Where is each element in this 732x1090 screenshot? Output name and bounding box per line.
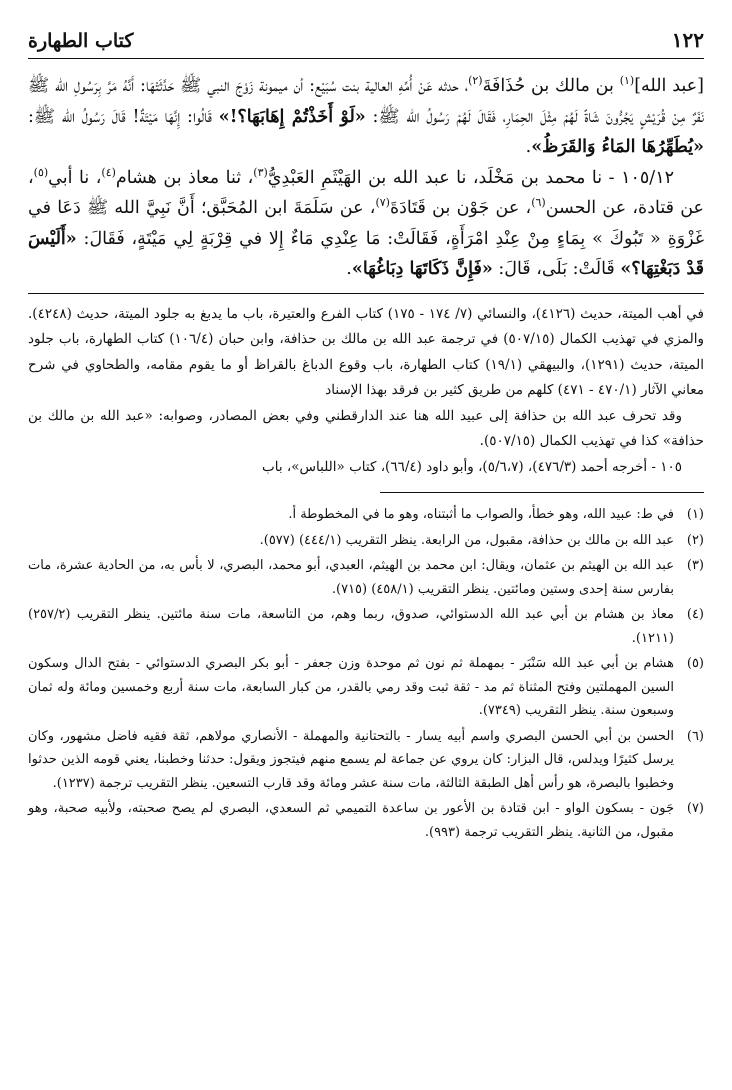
prophetic-quote: «يُطَهِّرُهَا المَاءُ وَالقَرَظُ» bbox=[531, 137, 704, 157]
text-segment: ، ثنا معاذ بن هشام bbox=[115, 167, 254, 188]
commentary-paragraph: في أهب الميتة، حديث (٤١٢٦)، والنسائي (٧/ ١٧٤ - ١٧٥) كتاب الفرع والعتيرة، باب ما يدبغ به جلود الميتة، حديث (٤٢٤٨). والمزي في تهذيب الكمال (٥٠٧/١٥) في ترجمة عبد الله بن مالك بن حذافة، وابن حبان (١٠٦/٤) كتاب الطهارة، باب جلود الميتة، حديث (١٢٩١)، والبيهقي (١٩/١) كتاب الطهارة، باب وقوع الدباغ بالقراظ أو ما يقوم مقامه، والطحاوي في شرح معاني الآثار (٤٧٠/١ - ٤٧١) كلهم من طريق كثير بن فرقد بهذا الإسناد bbox=[28, 305, 704, 398]
footnote-text: جَون - بسكون الواو - ابن قتادة بن الأعور بن ساعدة التميمي ثم السعدي، البصري لم يصح صحبته، ولأبيه صحبة، وهو مقبول، من الثانية. ينظر التقريب ترجمة (٩٩٣). bbox=[28, 801, 675, 840]
footnote-text: هشام بن أبي عبد الله سَنْبَر - بمهملة ثم نون ثم موحدة وزن جعفر - أبو بكر البصري الدستوائي - بفتح الدال وسكون السين المهملتين وفتح المثناة ثم مد - ثقة ثبت وقد رمي بالقدر، من كبار السابعة، مات سنة أربع وخمسين ومائة وله ثمان وسبعون سنة. ينظر التقريب (٧٣٤٩). bbox=[28, 656, 674, 718]
prophetic-quote: «أَلَيْسَ قَدْ دَبَغْتِهَا؟» bbox=[28, 228, 704, 279]
footnote-number: (١) bbox=[686, 507, 704, 522]
footnote-number: (٣) bbox=[686, 558, 704, 573]
main-text bbox=[28, 71, 704, 285]
text-segment: ، عن سَلَمَةَ ابن المُحَبَّق؛ أَنَّ نَبِيَّ الله ﷺ دَعَا في غَزْوَةِ « تَبُوكَ » بِمَاءٍ مِنْ عِنْدِ امْرَأَةٍ، فَقَالَتْ: مَا عِنْدِي مَاءٌ إِلا في قِرْبَةٍ لِي مَيْتَةٍ، فَقَالَ: bbox=[28, 198, 704, 249]
text-segment: ، نا أبي bbox=[48, 167, 102, 188]
running-header bbox=[28, 28, 704, 59]
footnote-number: (٦) bbox=[686, 728, 704, 744]
footnote-1 bbox=[28, 503, 704, 527]
footnote-ref-1[interactable]: (١) bbox=[619, 74, 635, 88]
footnote-2 bbox=[28, 529, 704, 553]
text-segment: ، عن قتادة، عن الحسن bbox=[28, 167, 704, 218]
footnote-ref-4[interactable]: (٤) bbox=[101, 165, 116, 179]
hadith-continuation bbox=[28, 71, 704, 163]
footnote-text: عبد الله بن مالك بن حذافة، مقبول، من الرابعة. ينظر التقريب (٤٤٤/١) (٥٧٧). bbox=[259, 532, 674, 548]
footnotes bbox=[28, 503, 704, 844]
footnote-text: الحسن بن أبي الحسن البصري واسم أبيه يسار - بالتحتانية والمهملة - الأنصاري مولاهم، ثقة فقيه فاضل مشهور، وكان يرسل كثيرًا ويدلس، قال البزار: كان يروي عن جماعة لم يسمع منهم فيتجوز ويقول: حدثنا وخطبنا، يعني قومه الذين حدثوا وخطبوا بالبصرة، هو رأس أهل الطبقة الثالثة، مات سنة عشر ومائة وقد قارب التسعين. ينظر التقريب ترجمة (١٢٣٧). bbox=[28, 728, 674, 791]
footnote-number: (٢) bbox=[686, 532, 704, 548]
text-segment: قَالُوا: إِنَّهَا مَيْتَةٌ! قَالَ رَسُولُ الله ﷺ: bbox=[28, 106, 219, 127]
text-segment: [عبد الله] bbox=[634, 76, 704, 96]
page-number: ١٢٢ bbox=[671, 28, 704, 52]
prophetic-quote: «فَإِنَّ ذَكَاتَهَا دِبَاغُهَا» bbox=[351, 259, 493, 279]
editor-commentary bbox=[28, 302, 704, 481]
footnote-3 bbox=[28, 554, 704, 601]
footnote-number: (٤) bbox=[686, 607, 704, 622]
page bbox=[28, 28, 704, 846]
footnotes-divider bbox=[380, 492, 704, 493]
text-segment: . bbox=[346, 259, 352, 279]
footnote-ref-3[interactable]: (٣) bbox=[253, 165, 268, 179]
footnote-text: عبد الله بن الهيثم بن عثمان، ويقال: ابن محمد بن الهيثم، العبدي، أبو محمد، البصري، لا بأس به، من الحادية عشرة، مات بفارس سنة إحدى وستين ومائتين. ينظر التقريب (٤٥٨/١) (٧١٥). bbox=[28, 558, 674, 597]
footnote-6 bbox=[28, 725, 704, 796]
prophetic-quote: «لَوْ أَخَذْتُمْ إِهَابَهَا؟!» bbox=[218, 106, 366, 127]
text-segment: ١٠٥/١٢ - نا محمد بن مَخْلَد، نا عبد الله بن الهَيْثَمِ العَبْدِيُّ bbox=[267, 167, 674, 188]
hadith-entry-105 bbox=[28, 163, 704, 285]
footnote-number: (٧) bbox=[686, 801, 704, 816]
footnote-5 bbox=[28, 652, 704, 723]
footnote-ref-6[interactable]: (٦) bbox=[531, 196, 546, 210]
footnote-4 bbox=[28, 603, 704, 650]
text-segment: . bbox=[525, 137, 532, 157]
text-segment: ، عن جَوْن بن قَتَادَةَ bbox=[389, 198, 532, 218]
text-segment: بن مالك بن حُذَافَةَ bbox=[482, 76, 620, 96]
footnote-text: في ط: عبيد الله، وهو خطأ، والصواب ما أثبتناه، وهو ما في المخطوطة أ. bbox=[288, 507, 674, 522]
commentary-paragraph: ١٠٥ - أخرجه أحمد (٤٧٦/٣)، (٥/٦،٧)، وأبو داود (٦٦/٤)، كتاب «اللباس»، باب bbox=[262, 458, 682, 475]
footnote-7 bbox=[28, 797, 704, 844]
commentary-paragraph: وقد تحرف عبد الله بن حذافة إلى عبيد الله هنا عند الدارقطني وفي بعض المصادر، وصوابه: «عبد الله بن مالك بن حذافة» كذا في تهذيب الكمال (٥٠٧/١٥). bbox=[28, 407, 704, 449]
footnote-text: معاذ بن هشام بن أبي عبد الله الدستوائي، صدوق، ربما وهم، من التاسعة، مات سنة مائتين. ينظر التقريب (٢٥٧/٢) (١٢١١). bbox=[28, 607, 674, 646]
footnote-number: (٥) bbox=[686, 656, 704, 671]
text-segment: قَالَتْ: بَلَى، قَالَ: bbox=[492, 259, 621, 279]
footnote-ref-2[interactable]: (٢) bbox=[468, 74, 483, 88]
section-divider bbox=[28, 293, 704, 294]
footnote-ref-5[interactable]: (٥) bbox=[33, 165, 49, 179]
book-title: كتاب الطهارة bbox=[28, 30, 134, 52]
text-segment: ، حدثه عَنْ أُمِّهِ العالية بنت سُبَيْع: أن ميمونة زَوْجَ النبي ﷺ حَدَّثَتْهَا: أَنَّهُ مَرَّ بِرَسُولِ الله ﷺ نَفَرٌ مِنْ قُرَيْشٍ يَجُرُّونَ شَاةً لَهُمْ مِثْلَ الحِمَارِ، فَقَالَ لَهُمْ رَسُولُ الله ﷺ: bbox=[28, 76, 705, 127]
footnote-ref-7[interactable]: (٧) bbox=[375, 196, 390, 210]
